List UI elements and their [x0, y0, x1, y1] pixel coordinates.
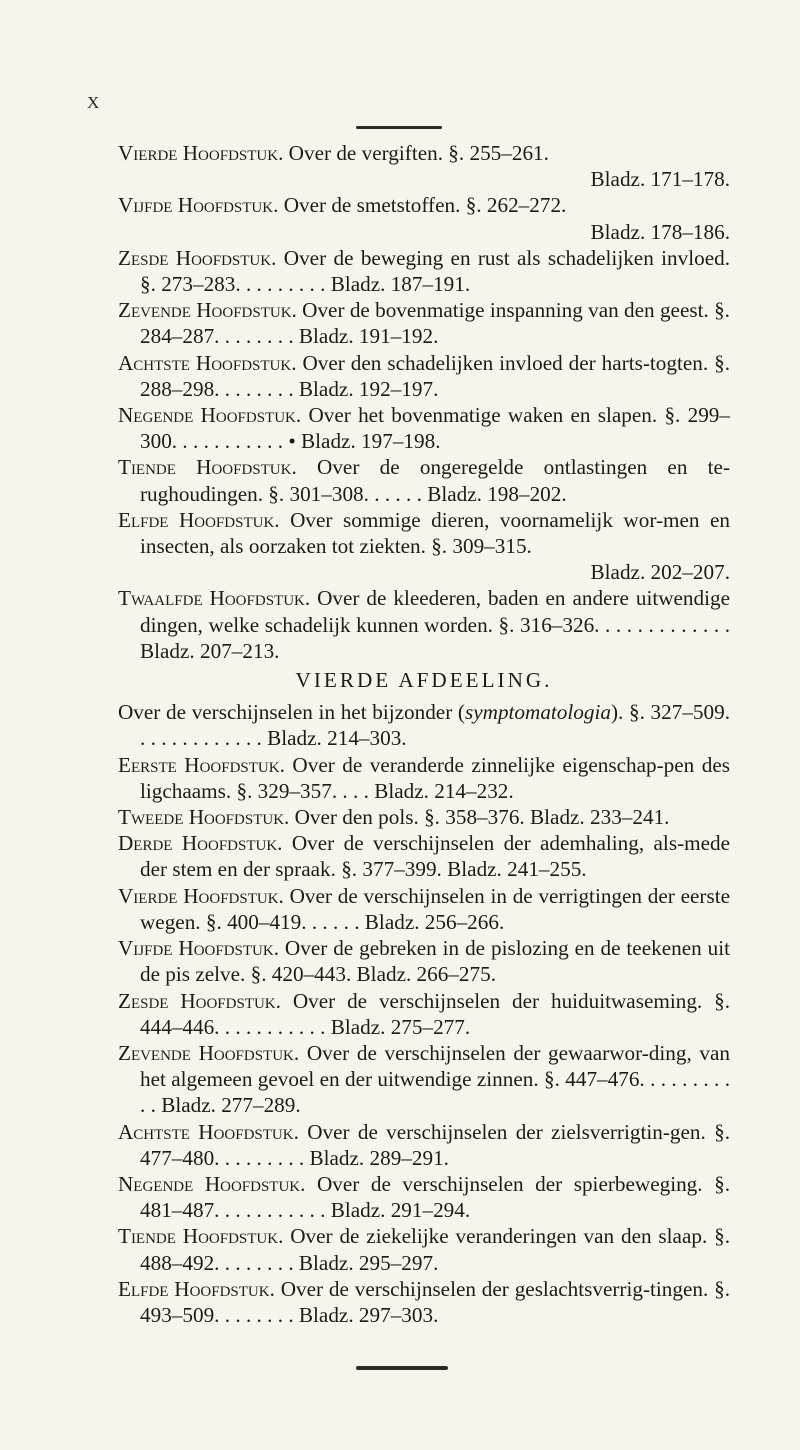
toc-entry	[118, 1223, 730, 1275]
page-ref: Bladz. 295–297.	[298, 1250, 439, 1275]
toc-entry	[118, 507, 730, 586]
page-number: X	[87, 93, 101, 112]
chapter-label: Elfde Hoofdstuk.	[118, 507, 280, 532]
toc-entry	[118, 350, 730, 402]
page-ref: Bladz. 197–198.	[301, 429, 441, 454]
toc-entry	[118, 1276, 730, 1328]
page-ref: Bladz. 277–289.	[161, 1093, 301, 1118]
toc-entry	[118, 830, 730, 882]
chapter-label: Eerste Hoofdstuk.	[118, 752, 285, 777]
page-ref: Bladz. 207–213.	[140, 638, 280, 663]
chapter-description: Over de ziekelijke veranderingen van den slaap. §. 488–492. . . . . . . .	[140, 1224, 730, 1275]
intro-italic: symptomatologia	[465, 700, 611, 725]
toc-entry	[118, 988, 730, 1040]
chapter-description: Over de kleederen, baden en andere uitwendige dingen, welke schadelijk kunnen worden. §. 316–326. . . . . . . . . . . . .	[140, 586, 730, 637]
chapter-description: Over de verschijnselen der gewaarwor-ding, van het algemeen gevoel en der uitwendige zinnen. §. 447–476. . . . . . . . . . .	[140, 1040, 730, 1118]
chapter-description: Over de vergiften. §. 255–261.	[288, 141, 549, 165]
toc-entry	[118, 935, 730, 987]
table-of-contents	[118, 140, 730, 1328]
chapter-description: Over de verschijnselen der ademhaling, als-mede der stem en der spraak. §. 377–399.	[140, 831, 731, 882]
chapter-description: Over de ongeregelde ontlastingen en te-rughoudingen. §. 301–308. . . . . .	[140, 455, 731, 506]
chapter-description: Over den schadelijken invloed der harts-togten. §. 288–298. . . . . . . .	[140, 350, 731, 401]
chapter-description: Over de verschijnselen der huiduitwaseming. §. 444–446. . . . . . . . . . .	[140, 988, 730, 1039]
chapter-description: Over de verschijnselen der geslachtsverrig-tingen. §. 493–509. . . . . . . .	[140, 1276, 730, 1327]
intro-page-ref: Bladz. 214–303.	[267, 726, 407, 751]
toc-entry	[118, 245, 730, 297]
page-ref: Bladz. 171–178.	[590, 167, 730, 192]
page-ref: Bladz. 178–186.	[590, 219, 730, 244]
page-ref: Bladz. 266–275.	[356, 962, 497, 987]
intro-text-before: Over de verschijnselen in het bijzonder (	[118, 700, 465, 725]
page-ref: Bladz. 192–197.	[298, 376, 439, 401]
entries-before	[118, 140, 730, 664]
chapter-label: Negende Hoofdstuk.	[118, 403, 302, 428]
page-ref: Bladz. 289–291.	[309, 1145, 449, 1170]
chapter-label: Zesde Hoofdstuk.	[118, 245, 277, 270]
part-heading: VIERDE AFDEELING.	[295, 668, 553, 693]
toc-entry	[118, 1171, 730, 1223]
chapter-label: Tiende Hoofdstuk.	[118, 1224, 284, 1249]
chapter-description: Over sommige dieren, voornamelijk wor-men en insecten, als oorzaken tot ziekten. §. 309–315.	[140, 507, 731, 559]
chapter-label: Twaalfde Hoofdstuk.	[118, 586, 311, 611]
chapter-description: Over de gebreken in de pislozing en de teekenen uit de pis zelve. §. 420–443.	[140, 936, 730, 987]
chapter-label: Zesde Hoofdstuk.	[118, 988, 281, 1013]
chapter-label: Achtste Hoofdstuk.	[118, 1119, 299, 1144]
page-ref: Bladz. 233–241.	[530, 805, 670, 830]
toc-entry	[118, 1040, 730, 1119]
chapter-label: Tweede Hoofdstuk.	[118, 805, 290, 830]
top-ornament-rule	[356, 126, 442, 129]
chapter-description: Over de verschijnselen der spierbeweging. §. 481–487. . . . . . . . . . .	[140, 1171, 730, 1223]
page-ref: Bladz. 187–191.	[330, 272, 471, 297]
page-ref: Bladz. 241–255.	[447, 857, 587, 882]
intro-text-after: ). §. 327–509. . . . . . . . . . . . .	[140, 700, 731, 751]
toc-entry	[118, 297, 730, 349]
page-ref: Bladz. 214–232.	[374, 778, 514, 803]
page-ref: Bladz. 198–202.	[427, 481, 567, 506]
chapter-label: Vierde Hoofdstuk.	[118, 141, 284, 165]
toc-entry	[118, 454, 730, 506]
toc-entry	[118, 402, 730, 454]
chapter-label: Zevende Hoofdstuk.	[118, 1040, 300, 1065]
chapter-label: Elfde Hoofdstuk.	[118, 1276, 275, 1301]
chapter-description: Over de verschijnselen der zielsverrigtin-gen. §. 477–480. . . . . . . . .	[140, 1119, 730, 1170]
chapter-description: Over de bovenmatige inspanning van den geest. §. 284–287. . . . . . . .	[140, 298, 730, 349]
page-ref: Bladz. 256–266.	[364, 909, 505, 934]
chapter-description: Over het bovenmatige waken en slapen. §. 299–300. . . . . . . . . . . •	[140, 403, 730, 454]
page-ref: Bladz. 297–303.	[298, 1302, 439, 1327]
toc-entry	[118, 804, 730, 830]
part-intro	[118, 699, 730, 751]
chapter-label: Vierde Hoofdstuk.	[118, 883, 284, 908]
page-ref: Bladz. 202–207.	[590, 560, 730, 585]
bottom-ornament-rule	[356, 1366, 448, 1370]
chapter-description: Over de veranderde zinnelijke eigenschap-pen des ligchaams. §. 329–357. . . .	[140, 752, 730, 803]
toc-entry	[118, 585, 730, 664]
toc-entry	[118, 192, 730, 244]
page-ref: Bladz. 291–294.	[330, 1198, 471, 1223]
chapter-label: Negende Hoofdstuk.	[118, 1171, 306, 1196]
chapter-label: Derde Hoofdstuk.	[118, 831, 283, 856]
chapter-description: Over den pols. §. 358–376.	[294, 805, 525, 830]
chapter-description: Over de verschijnselen in de verrigtingen der eerste wegen. §. 400–419. . . . . .	[140, 883, 730, 934]
chapter-description: Over de beweging en rust als schadelijken invloed. §. 273–283. . . . . . . . .	[140, 245, 730, 297]
toc-entry	[118, 140, 730, 192]
chapter-label: Achtste Hoofdstuk.	[118, 350, 297, 375]
page-ref: Bladz. 191–192.	[298, 324, 439, 349]
toc-entry	[118, 883, 730, 935]
entries-after	[118, 752, 730, 1328]
toc-entry	[118, 1119, 730, 1171]
chapter-label: Vijfde Hoofdstuk.	[118, 193, 279, 218]
toc-entry	[118, 752, 730, 804]
chapter-label: Vijfde Hoofdstuk.	[118, 936, 279, 961]
page-ref: Bladz. 275–277.	[330, 1014, 471, 1039]
chapter-description: Over de smetstoffen. §. 262–272.	[283, 193, 567, 218]
chapter-label: Tiende Hoofdstuk.	[118, 455, 297, 480]
chapter-label: Zevende Hoofdstuk.	[118, 298, 297, 323]
